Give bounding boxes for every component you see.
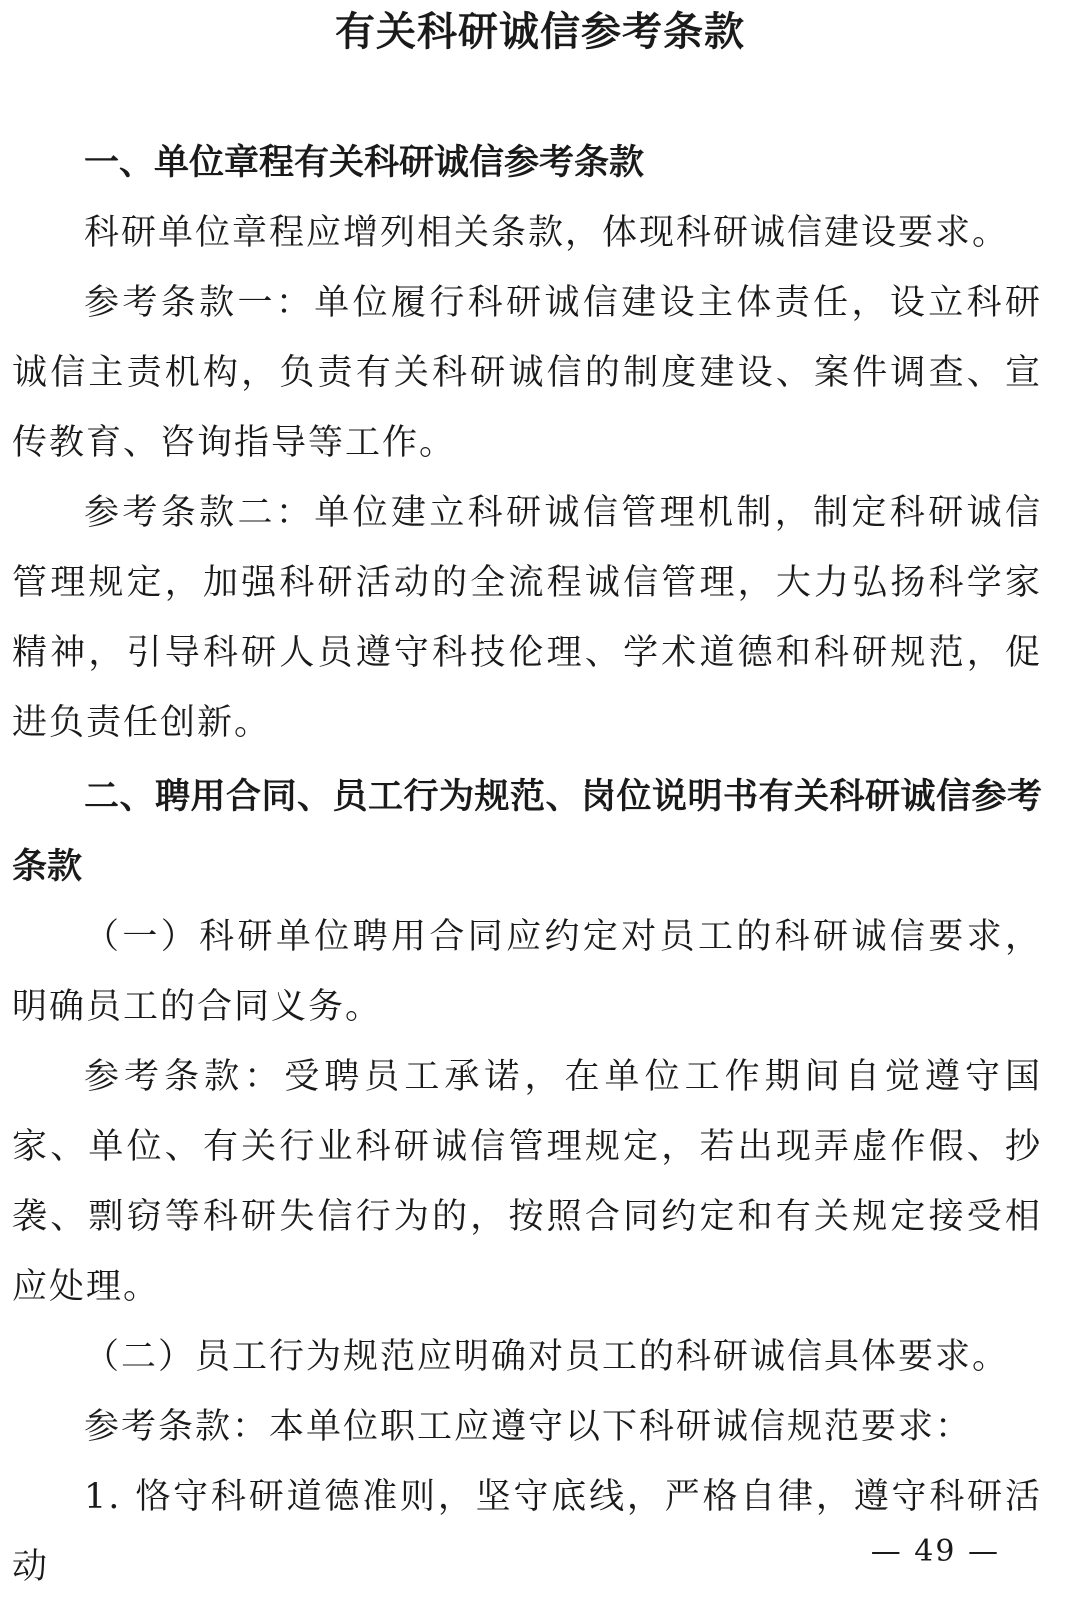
document-title: 有关科研诚信参考条款 — [335, 9, 745, 55]
document-body — [12, 126, 1042, 1602]
list-item: 1. 恪守科研道德准则，坚守底线，严格自律，遵守科研活动 — [12, 1477, 1042, 1587]
paragraph: （一）科研单位聘用合同应约定对员工的科研诚信要求，明确员工的合同义务。 — [12, 917, 1042, 1027]
paragraph: 参考条款一：单位履行科研诚信建设主体责任，设立科研诚信主责机构，负责有关科研诚信的制度建设、案件调查、宣传教育、咨询指导等工作。 — [12, 283, 1042, 463]
page-number: — 49 — — [870, 1534, 1000, 1569]
section-heading-1: 一、单位章程有关科研诚信参考条款 — [84, 143, 645, 183]
paragraph: （二）员工行为规范应明确对员工的科研诚信具体要求。 — [84, 1337, 1010, 1377]
paragraph: 参考条款：本单位职工应遵守以下科研诚信规范要求： — [84, 1407, 973, 1447]
paragraph: 参考条款二：单位建立科研诚信管理机制，制定科研诚信管理规定，加强科研活动的全流程诚信管理，大力弘扬科学家精神，引导科研人员遵守科技伦理、学术道德和科研规范，促进负责任创新。 — [12, 493, 1042, 743]
paragraph: 科研单位章程应增列相关条款，体现科研诚信建设要求。 — [84, 213, 1010, 253]
paragraph: 参考条款：受聘员工承诺，在单位工作期间自觉遵守国家、单位、有关行业科研诚信管理规定，若出现弄虚作假、抄袭、剽窃等科研失信行为的，按照合同约定和有关规定接受相应处理。 — [12, 1057, 1042, 1307]
section-heading-2: 二、聘用合同、员工行为规范、岗位说明书有关科研诚信参考条款 — [12, 777, 1042, 887]
